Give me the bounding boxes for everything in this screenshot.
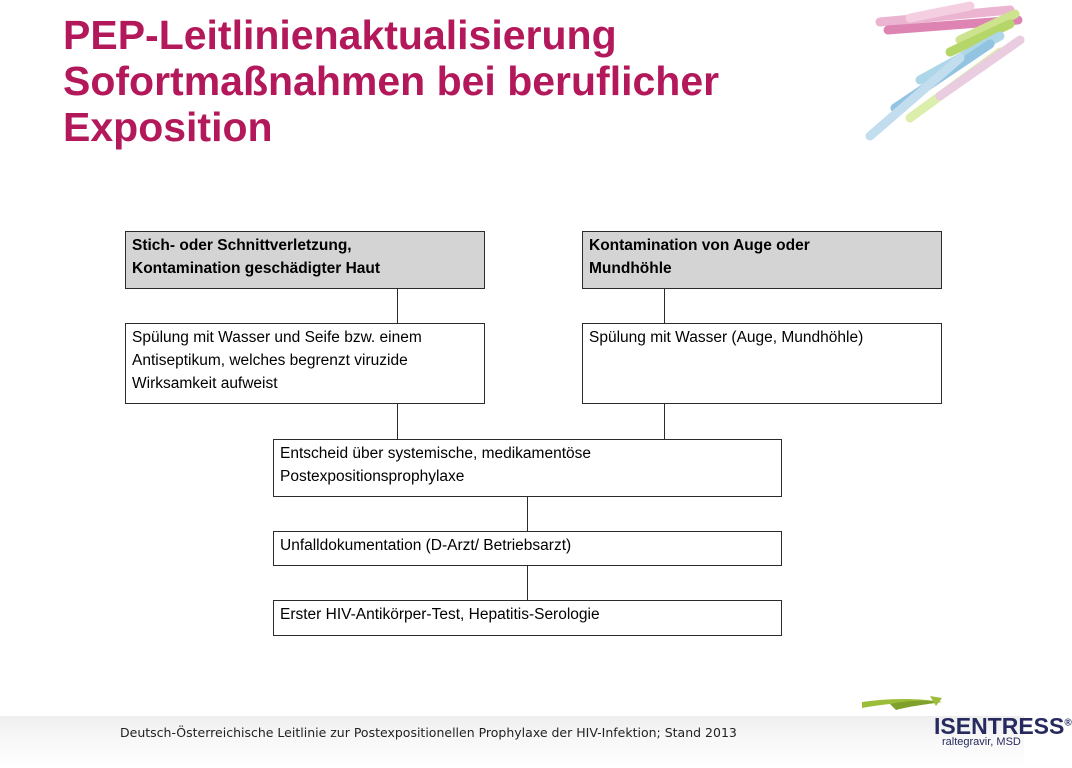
box-line: Wirksamkeit aufweist xyxy=(132,375,278,392)
box-line: Unfalldokumentation (D-Arzt/ Betriebsarzt) xyxy=(280,537,572,554)
box-line: Erster HIV-Antikörper-Test, Hepatitis-Serologie xyxy=(280,606,600,623)
box-line: Mundhöhle xyxy=(589,260,672,277)
box-rinse-soap-antiseptic xyxy=(125,323,485,404)
box-line: Kontamination geschädigter Haut xyxy=(132,260,381,277)
logo-subtitle: raltegravir, MSD xyxy=(942,736,1021,748)
connector-left-step-to-decision xyxy=(397,404,398,439)
connector-right-header-to-step xyxy=(664,289,665,324)
title-line-2: Sofortmaßnahmen bei beruflicher xyxy=(63,58,720,104)
registered-mark: ® xyxy=(1064,717,1072,729)
box-line: Spülung mit Wasser (Auge, Mundhöhle) xyxy=(589,329,864,346)
decorative-ribbon-graphic xyxy=(850,0,1024,150)
connector-right-step-to-decision xyxy=(664,404,665,439)
box-skin-injury-exposure xyxy=(125,231,485,289)
box-line: Spülung mit Wasser und Seife bzw. einem xyxy=(132,329,422,346)
isentress-logo xyxy=(860,694,1072,754)
box-systemic-pep-decision xyxy=(273,439,782,497)
title-line-1: PEP-Leitlinienaktualisierung xyxy=(63,12,617,58)
title-line-3: Exposition xyxy=(63,104,273,150)
box-hiv-hepatitis-testing xyxy=(273,600,782,636)
box-accident-documentation xyxy=(273,531,782,566)
box-line: Stich- oder Schnittverletzung, xyxy=(132,237,352,254)
logo-brand: ISENTRESS® xyxy=(934,713,1072,739)
connector-documentation-to-test xyxy=(527,566,528,601)
box-line: Entscheid über systemische, medikamentöse xyxy=(280,445,592,462)
box-line: Kontamination von Auge oder xyxy=(589,237,810,254)
footer-citation: Deutsch-Österreichische Leitlinie zur Postexpositionellen Prophylaxe der HIV-Infektion; Stand 2013 xyxy=(120,725,737,740)
connector-left-header-to-step xyxy=(397,289,398,324)
box-line: Postexpositionsprophylaxe xyxy=(280,468,465,485)
box-eye-mouth-contamination xyxy=(582,231,942,289)
box-line: Antiseptikum, welches begrenzt viruzide xyxy=(132,352,408,369)
slide-title xyxy=(63,12,823,150)
connector-decision-to-documentation xyxy=(527,496,528,532)
box-rinse-water-eye-mouth xyxy=(582,323,942,404)
